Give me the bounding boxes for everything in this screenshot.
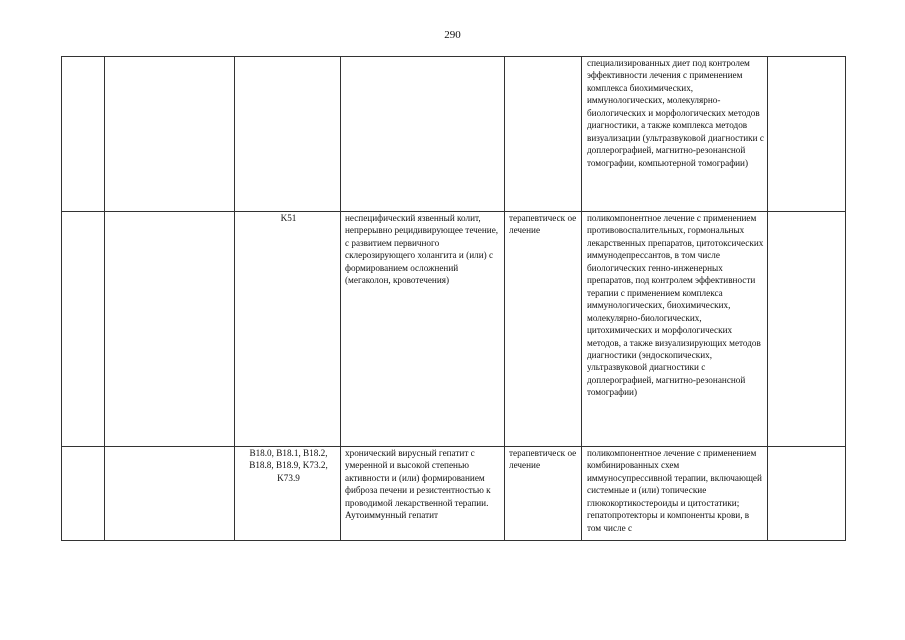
treatment-method-cell: поликомпонентное лечение с применением противовоспалительных, гормональных лекарственных препаратов, цитотоксических иммунодепрессантов, в том числе биологических генно-инженерных препаратов, под контролем эффективности терапии с применением комплекса иммунологических, биохимических, молекулярно-биологических, цитохимических и морфологических методов, а также визуализирующих методов диагностики (эндоскопических, ультразвуковой диагностики с доплерографией, магнитно-резонансной томографии)	[582, 212, 768, 447]
row-number-cell	[62, 57, 105, 212]
cost-cell	[768, 212, 846, 447]
medical-care-table	[61, 56, 846, 541]
profile-cell	[105, 447, 235, 541]
cost-cell	[768, 447, 846, 541]
icd-code-cell: K51	[235, 212, 341, 447]
treatment-type-cell	[505, 57, 582, 212]
cost-cell	[768, 57, 846, 212]
diagnosis-cell: неспецифический язвенный колит, непрерывно рецидивирующее течение, с развитием первичного склерозирующего холангита и (или) с формированием осложнений (мегаколон, кровотечения)	[341, 212, 505, 447]
treatment-method-cell: специализированных диет под контролем эффективности лечения с применением комплекса биохимических, иммунологических, молекулярно-биологических и морфологических методов диагностики, а также комплекса методов визуализации (ультразвуковой диагностики с доплерографией, магнитно-резонансной томографии, компьютерной томографии)	[582, 57, 768, 212]
table-row	[62, 57, 846, 212]
profile-cell	[105, 212, 235, 447]
diagnosis-cell	[341, 57, 505, 212]
row-number-cell	[62, 212, 105, 447]
page-number: 290	[444, 29, 461, 41]
icd-code-cell: B18.0, B18.1, B18.2, B18.8, B18.9, K73.2, K73.9	[235, 447, 341, 541]
row-number-cell	[62, 447, 105, 541]
table-row	[62, 212, 846, 447]
treatment-type-cell: терапевтическ ое лечение	[505, 447, 582, 541]
profile-cell	[105, 57, 235, 212]
treatment-method-cell: поликомпонентное лечение с применением комбинированных схем иммуносупрессивной терапии, включающей системные и (или) топические глюкокортикостероиды и цитостатики; гепатопротекторы и компоненты крови, в том числе с	[582, 447, 768, 541]
treatment-type-cell: терапевтическ ое лечение	[505, 212, 582, 447]
icd-code-cell	[235, 57, 341, 212]
diagnosis-cell: хронический вирусный гепатит с умеренной и высокой степенью активности и (или) формированием фиброза печени и резистентностью к проводимой лекарственной терапии. Аутоиммунный гепатит	[341, 447, 505, 541]
table-row	[62, 447, 846, 541]
